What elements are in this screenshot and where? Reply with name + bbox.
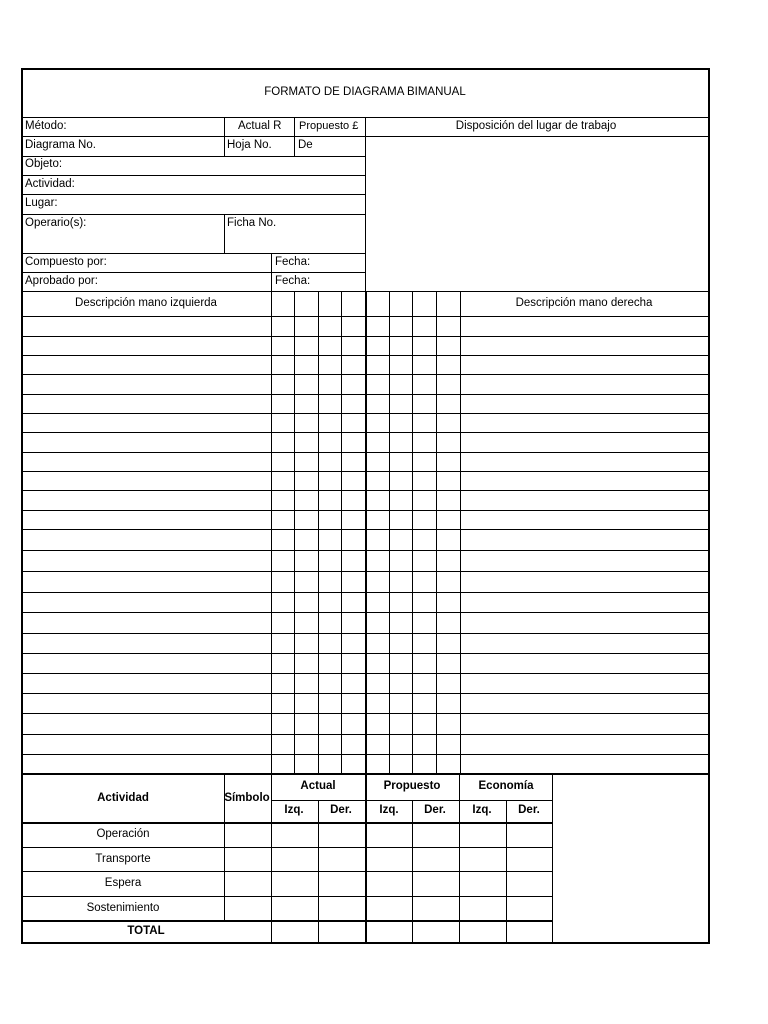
metodo-label: Método: [25, 120, 67, 132]
form-title: FORMATO DE DIAGRAMA BIMANUAL [264, 86, 466, 98]
ficha-no-field[interactable] [282, 215, 364, 252]
propuesto-checkbox-label: Propuesto £ [299, 120, 359, 132]
right-hand-column-header: Descripción mano derecha [515, 297, 653, 309]
summary-actual-header: Actual [300, 780, 336, 792]
left-hand-description-area[interactable] [23, 317, 271, 773]
summary-row-espera: Espera [104, 877, 142, 889]
summary-row-transporte: Transporte [95, 853, 151, 865]
compuesto-por-field[interactable] [118, 254, 270, 271]
summary-row-operacion: Operación [96, 828, 150, 840]
lugar-label: Lugar: [25, 197, 58, 209]
symbol-columns-area[interactable] [272, 317, 459, 773]
summary-propuesto-header: Propuesto [383, 780, 441, 792]
summary-row-sostenimiento: Sostenimiento [86, 902, 160, 914]
aprobado-por-label: Aprobado por: [25, 275, 98, 287]
frame-right [708, 68, 710, 944]
summary-total-label: TOTAL [127, 925, 165, 937]
compuesto-por-label: Compuesto por: [25, 256, 107, 268]
summary-symbol-cells[interactable] [225, 824, 270, 920]
operarios-label: Operario(s): [25, 217, 87, 229]
summary-economia-header: Economía [478, 780, 534, 792]
de-label: De [298, 139, 313, 151]
aprobado-por-field[interactable] [108, 273, 270, 290]
workplace-layout-area[interactable] [367, 137, 707, 290]
diagrama-no-field[interactable] [102, 137, 223, 155]
objeto-label: Objeto: [25, 158, 63, 170]
actual-der-header: Der. [330, 804, 352, 816]
operarios-field[interactable] [94, 215, 223, 252]
summary-notes-area[interactable] [554, 776, 708, 942]
diagrama-no-label: Diagrama No. [25, 139, 96, 151]
header-split [365, 117, 366, 292]
metodo-field[interactable] [80, 118, 223, 136]
economia-der-header: Der. [518, 804, 540, 816]
summary-simbolo-header: Símbolo [224, 792, 270, 804]
de-field[interactable] [315, 137, 364, 155]
objeto-field[interactable] [70, 157, 364, 174]
frame-top [21, 68, 710, 70]
actual-checkbox-label: Actual R [238, 120, 282, 132]
actividad-field[interactable] [82, 176, 364, 193]
economia-izq-header: Izq. [472, 804, 492, 816]
ficha-no-label: Ficha No. [227, 217, 277, 229]
summary-value-cells[interactable] [272, 824, 552, 942]
propuesto-izq-header: Izq. [379, 804, 399, 816]
propuesto-der-header: Der. [424, 804, 446, 816]
disposicion-label: Disposición del lugar de trabajo [455, 120, 617, 132]
right-hand-description-area[interactable] [461, 317, 708, 773]
summary-actividad-header: Actividad [97, 792, 149, 804]
fecha-aprobado-label: Fecha: [275, 275, 311, 287]
hoja-no-label: Hoja No. [227, 139, 272, 151]
left-hand-column-header: Descripción mano izquierda [75, 297, 217, 309]
hoja-no-field[interactable] [275, 137, 293, 155]
lugar-field[interactable] [62, 195, 364, 213]
actividad-label: Actividad: [25, 178, 75, 190]
actual-izq-header: Izq. [284, 804, 304, 816]
fecha-aprobado-field[interactable] [313, 273, 364, 290]
fecha-compuesto-field[interactable] [313, 254, 364, 271]
fecha-compuesto-label: Fecha: [275, 256, 311, 268]
